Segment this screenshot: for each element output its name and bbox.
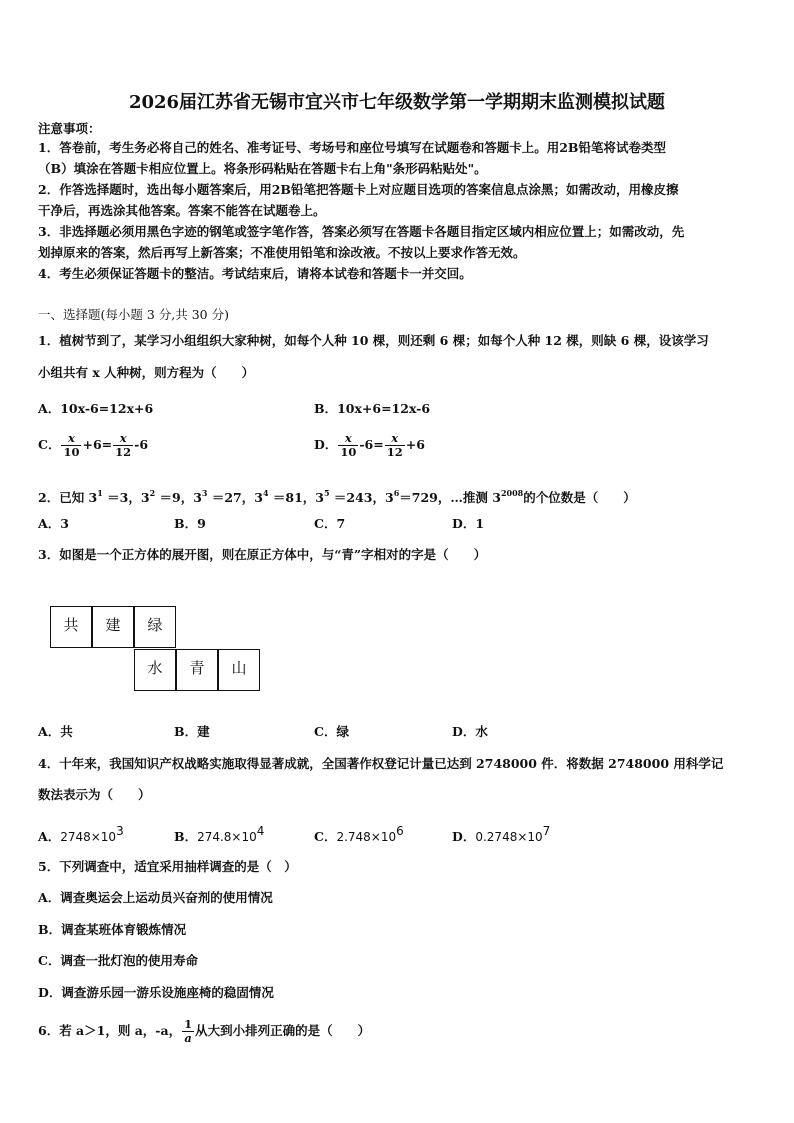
notice-line: 2．作答选择题时，选出每小题答案后，用2B铅笔把答题卡上对应题目选项的答案信息点涂黑；如需改动，用橡皮擦 <box>38 182 679 197</box>
expression-part: +6= <box>82 437 113 452</box>
q2-option-b: B．9 <box>174 516 206 531</box>
text-part: ＝3，3 <box>102 490 150 505</box>
page-title: 2026届江苏省无锡市宜兴市七年级数学第一学期期末监测模拟试题 <box>128 92 666 113</box>
q4-option-b <box>174 823 264 845</box>
text-part: 从大到小排列正确的是（ ） <box>195 1023 371 1038</box>
fraction-numerator: x <box>338 432 358 446</box>
exponent: 6 <box>393 488 400 498</box>
notice-line: 3．非选择题必须用黑色字迹的钢笔或签字笔作答，答案必须写在答题卡各题目指定区域内相应位置上；如需改动，先 <box>38 224 685 239</box>
fraction <box>61 432 81 459</box>
fraction-numerator: 1 <box>184 1017 193 1031</box>
notice-line: 4．考生必须保证答题卡的整洁。考试结束后，请将本试卷和答题卡一并交回。 <box>38 266 472 281</box>
exponent: 1 <box>97 488 103 498</box>
sci-notation: 2748×10 <box>60 830 117 844</box>
q1-option-b: B．10x+6=12x-6 <box>314 401 431 416</box>
q3-option-d: D．水 <box>452 724 488 739</box>
option-label: A． <box>38 829 61 844</box>
net-cell: 山 <box>218 649 260 691</box>
fraction-denominator: 12 <box>386 445 403 459</box>
q5-option-c: C．调查一批灯泡的使用寿命 <box>38 953 198 968</box>
text-part: ＝9，3 <box>155 490 202 505</box>
fraction <box>113 432 133 459</box>
q2-option-c: C．7 <box>314 516 346 531</box>
q5-option-d: D．调查游乐园一游乐设施座椅的稳固情况 <box>38 985 274 1000</box>
text-part: 的个位数是（ ） <box>523 490 636 505</box>
notice-line: （B）填涂在答题卡相应位置上。将条形码粘贴在答题卡右上角"条形码粘贴处"。 <box>38 161 487 176</box>
q4-option-a <box>38 823 124 845</box>
fraction-denominator: 10 <box>340 445 357 459</box>
text-part: ＝729，…推测 3 <box>399 490 501 505</box>
text-part: ＝243，3 <box>329 490 394 505</box>
q1-option-a: A．10x-6=12x+6 <box>38 401 154 416</box>
question-1-stem: 小组共有 x 人种树，则方程为（ ） <box>38 365 255 380</box>
exponent: 4 <box>256 824 265 838</box>
notice-line: 干净后，再选涂其他答案。答案不能答在试题卷上。 <box>38 203 326 218</box>
fraction-numerator: x <box>385 432 405 446</box>
fraction-numerator: x <box>61 432 81 446</box>
text-part: ＝27，3 <box>207 490 263 505</box>
q1-option-d <box>314 432 425 459</box>
sci-notation: 2.748×10 <box>336 830 397 844</box>
net-cell: 青 <box>176 649 218 691</box>
exponent: 3 <box>116 824 124 838</box>
section-heading: 一、选择题(每小题 3 分,共 30 分) <box>38 307 229 322</box>
fraction-denominator: 10 <box>63 445 80 459</box>
question-2-stem <box>38 485 636 506</box>
text-part: 2．已知 3 <box>38 490 98 505</box>
net-cell: 水 <box>134 649 176 691</box>
exponent: 4 <box>262 488 269 498</box>
sci-notation: 274.8×10 <box>197 830 257 844</box>
expression-part: +6 <box>405 437 425 452</box>
q3-option-c: C．绿 <box>314 724 349 739</box>
notice-heading: 注意事项： <box>38 121 101 136</box>
option-label: C． <box>38 437 61 452</box>
net-cell: 共 <box>50 606 92 648</box>
exponent: 5 <box>323 488 330 498</box>
option-label: D． <box>314 437 338 452</box>
q5-option-a: A．调查奥运会上运动员兴奋剂的使用情况 <box>38 890 273 905</box>
q1-option-c <box>38 432 148 459</box>
question-5-stem: 5．下列调查中，适宜采用抽样调查的是（ ） <box>38 859 297 874</box>
expression-part: -6 <box>134 437 149 452</box>
net-cell: 建 <box>92 606 134 648</box>
text-part: ＝81，3 <box>268 490 324 505</box>
question-3-stem: 3．如图是一个正方体的展开图，则在原正方体中，与“青”字相对的字是（ ） <box>38 547 487 562</box>
expression-part: -6= <box>359 437 384 452</box>
exponent: 2008 <box>500 488 524 498</box>
question-4-stem: 4．十年来，我国知识产权战略实施取得显著成就，全国著作权登记计量已达到 2748000 件．将数据 2748000 用科学记 <box>38 756 724 771</box>
exponent: 2 <box>149 488 156 498</box>
fraction <box>338 432 358 459</box>
q3-option-b: B．建 <box>174 724 210 739</box>
fraction-numerator: x <box>113 432 133 446</box>
option-label: D． <box>452 829 476 844</box>
question-6-stem <box>38 1018 370 1045</box>
fraction <box>182 1018 194 1045</box>
q2-option-d: D．1 <box>452 516 485 531</box>
q2-option-a: A．3 <box>38 516 69 531</box>
q5-option-b: B．调查某班体育锻炼情况 <box>38 922 187 937</box>
net-cell: 绿 <box>134 606 176 648</box>
exponent: 7 <box>542 824 551 838</box>
option-label: B． <box>174 829 198 844</box>
fraction <box>385 432 405 459</box>
notice-line: 划掉原来的答案，然后再写上新答案；不准使用铅笔和涂改液。不按以上要求作答无效。 <box>38 245 526 260</box>
question-4-stem: 数法表示为（ ） <box>38 787 151 802</box>
option-label: C． <box>314 829 337 844</box>
fraction-denominator: 12 <box>115 445 132 459</box>
question-1-stem: 1．植树节到了，某学习小组组织大家种树，如每个人种 10 棵，则还剩 6 棵；如每个人种 12 棵，则缺 6 棵，设该学习 <box>38 333 709 348</box>
sci-notation: 0.2748×10 <box>475 830 543 844</box>
exponent: 6 <box>396 824 404 838</box>
q4-option-d <box>452 823 550 845</box>
text-part: 6．若 a＞1，则 a，-a， <box>38 1023 182 1038</box>
q4-option-c <box>314 823 404 845</box>
notice-line: 1．答卷前，考生务必将自己的姓名、准考证号、考场号和座位号填写在试题卷和答题卡上。用2B铅笔将试卷类型 <box>38 140 666 155</box>
q3-option-a: A．共 <box>38 724 73 739</box>
exponent: 3 <box>201 488 208 498</box>
fraction-denominator: a <box>184 1031 192 1045</box>
